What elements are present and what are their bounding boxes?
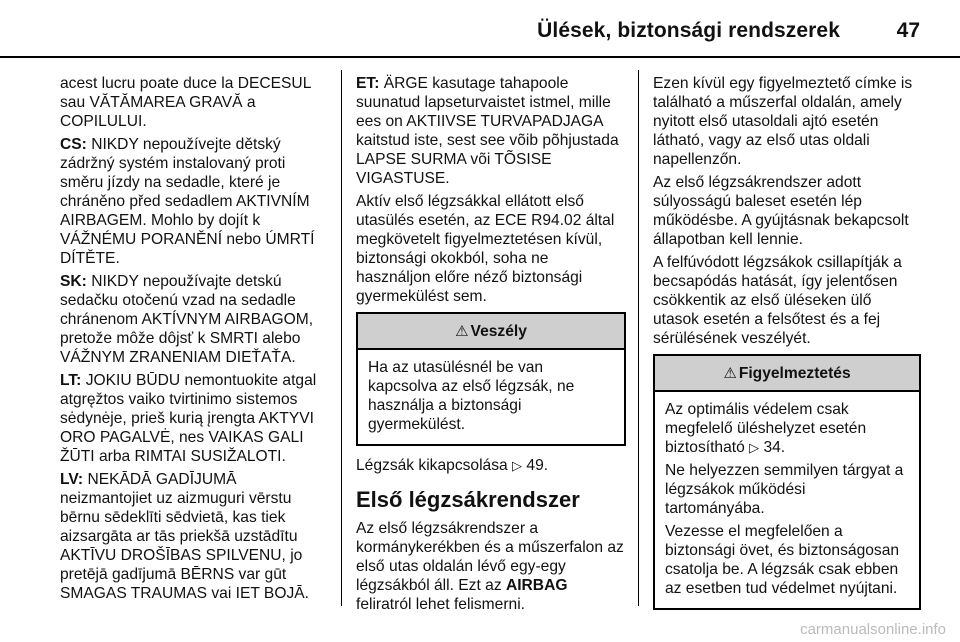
paragraph-text: JOKIU BŪDU nemontuokite atgal atgręžtos vaiko tvirtinimo sistemos sėdynėje, prieš kurią įrengta AKTYVI ORO PAGALVĖ, nes VAIKAS GALI ŽŪTI arba RIMTAI SUSIŽALOTI.	[60, 372, 317, 465]
cross-reference-triangle-icon: ▷	[512, 458, 523, 473]
warning-box-title: Figyelmeztetés	[738, 364, 851, 382]
danger-box	[356, 312, 626, 446]
lang-label: ET:	[356, 75, 380, 92]
paragraph-lv	[60, 470, 326, 603]
paragraph-lt	[60, 371, 326, 466]
paragraph: Ezen kívül egy figyelmeztető címke is található a műszerfal oldalán, amely nyitott első utasoldali ajtó esetén látható, vagy az első utas oldali napellenzőn.	[653, 75, 913, 168]
watermark: carmanualsonline.info	[800, 621, 946, 638]
warning-triangle-icon: ⚠	[455, 322, 469, 340]
paragraph-et	[356, 74, 626, 188]
airbag-label: AIRBAG	[505, 577, 568, 594]
xref-page[interactable]: 34.	[763, 439, 786, 456]
column-middle	[356, 74, 626, 618]
danger-box-body	[358, 350, 624, 444]
warning-text: Ne helyezzen semmilyen tárgyat a légzsákok működési tartományába.	[665, 462, 904, 517]
paragraph-sk	[60, 272, 326, 367]
warning-box	[653, 354, 921, 610]
paragraph: acest lucru poate duce la DECESUL sau VĂTĂMAREA GRAVĂ a COPILULUI.	[60, 75, 311, 130]
column-right	[653, 74, 921, 620]
xref-page[interactable]: 49.	[526, 457, 549, 474]
xref-text: Légzsák kikapcsolása	[356, 457, 508, 474]
page-header	[0, 0, 960, 64]
warning-text	[665, 400, 907, 457]
paragraph: Az első légzsákrendszer adott súlyosságú baleset esetén lép működésbe. A gyújtásnak bekapcsolt állapotban kell lennie.	[653, 174, 909, 248]
danger-box-header	[358, 314, 624, 350]
column-divider	[638, 70, 639, 606]
paragraph-text: Az első légzsákrendszer a kormánykerékben és a műszerfalon az első utas oldalán lévő egy-egy légzsákból áll. Ezt az	[356, 520, 624, 594]
paragraph-text: NIKDY nepoužívajte detskú sedačku otočenú vzad na sedadle chránenom AKTÍVNYM AIRBAGOM, pretože môže dôjsť k SMRTI alebo VÁŽNYM ZRANENIAM DIEŤAŤA.	[60, 273, 314, 366]
warning-text-main: Az optimális védelem csak megfelelő üléshelyzet esetén biztosítható	[665, 401, 867, 456]
paragraph-text: NIKDY nepoužívejte dětský zádržný systém instalovaný proti směru jízdy na sedadle, které je chráněno před sedadlem AKTIVNÍM AIRBAGEM. Mohlo by dojít k VÁŽNÉMU PORANĚNÍ nebo ÚMRTÍ DÍTĚTE.	[60, 136, 315, 267]
lang-label: LT:	[60, 372, 82, 389]
paragraph: A felfúvódott légzsákok csillapítják a becsapódás hatását, így jelentősen csökkentik az első üléseken ülő utasok esetén a felsőtest és a fej sérülésének veszélyét.	[653, 254, 902, 347]
page-title: Ülések, biztonsági rendszerek	[537, 19, 840, 42]
paragraph: Aktív első légzsákkal ellátott első utasülés esetén, az ECE R94.02 által megkövetelt figyelmeztetésen kívül, biztonsági okokból, soha ne használjon előre néző biztonsági gyermekülést sem.	[356, 193, 615, 305]
lang-label: LV:	[60, 471, 84, 488]
warning-box-body	[655, 392, 919, 608]
header-rule	[0, 56, 960, 58]
paragraph-text: NEKĀDĀ GADĪJUMĀ neizmantojiet uz aizmuguri vērstu bērnu sēdeklīti sēdvietā, kas tiek aizsargāta ar tās priekšā uzstādītu AKTĪVU DROŠĪBAS SPILVENU, jo pretējā gadījumā BĒRNS var gūt SMAGAS TRAUMAS vai IET BOJĀ.	[60, 471, 309, 602]
cross-reference	[356, 456, 626, 475]
paragraph-text: feliratról lehet felismerni.	[356, 596, 525, 613]
paragraph	[356, 519, 626, 614]
warning-triangle-icon: ⚠	[723, 364, 737, 382]
paragraph-text: ÄRGE kasutage tahapoole suunatud lapseturvaistet istmel, mille ees on AKTIIVSE TURVAPADJAGA kaitstud iste, sest see võib põhjustada LAPSE SURMA või TÕSISE VIGASTUSE.	[356, 75, 619, 187]
warning-box-header	[655, 356, 919, 392]
danger-box-title: Veszély	[470, 322, 527, 340]
danger-text: Ha az utasülésnél be van kapcsolva az első légzsák, ne használja a biztonsági gyermekülést.	[368, 359, 575, 433]
cross-reference-triangle-icon: ▷	[749, 440, 760, 455]
section-title: Első légzsákrendszer	[356, 487, 580, 512]
lang-label: CS:	[60, 136, 87, 153]
column-left	[60, 74, 326, 607]
page-number: 47	[896, 19, 920, 42]
lang-label: SK:	[60, 273, 87, 290]
warning-text: Vezesse el megfelelően a biztonsági övet, és biztonságosan csatolja be. A légzsák csak ebben az esetben tud védelmet nyújtani.	[665, 523, 900, 597]
paragraph-cs	[60, 135, 326, 268]
column-divider	[341, 70, 342, 606]
